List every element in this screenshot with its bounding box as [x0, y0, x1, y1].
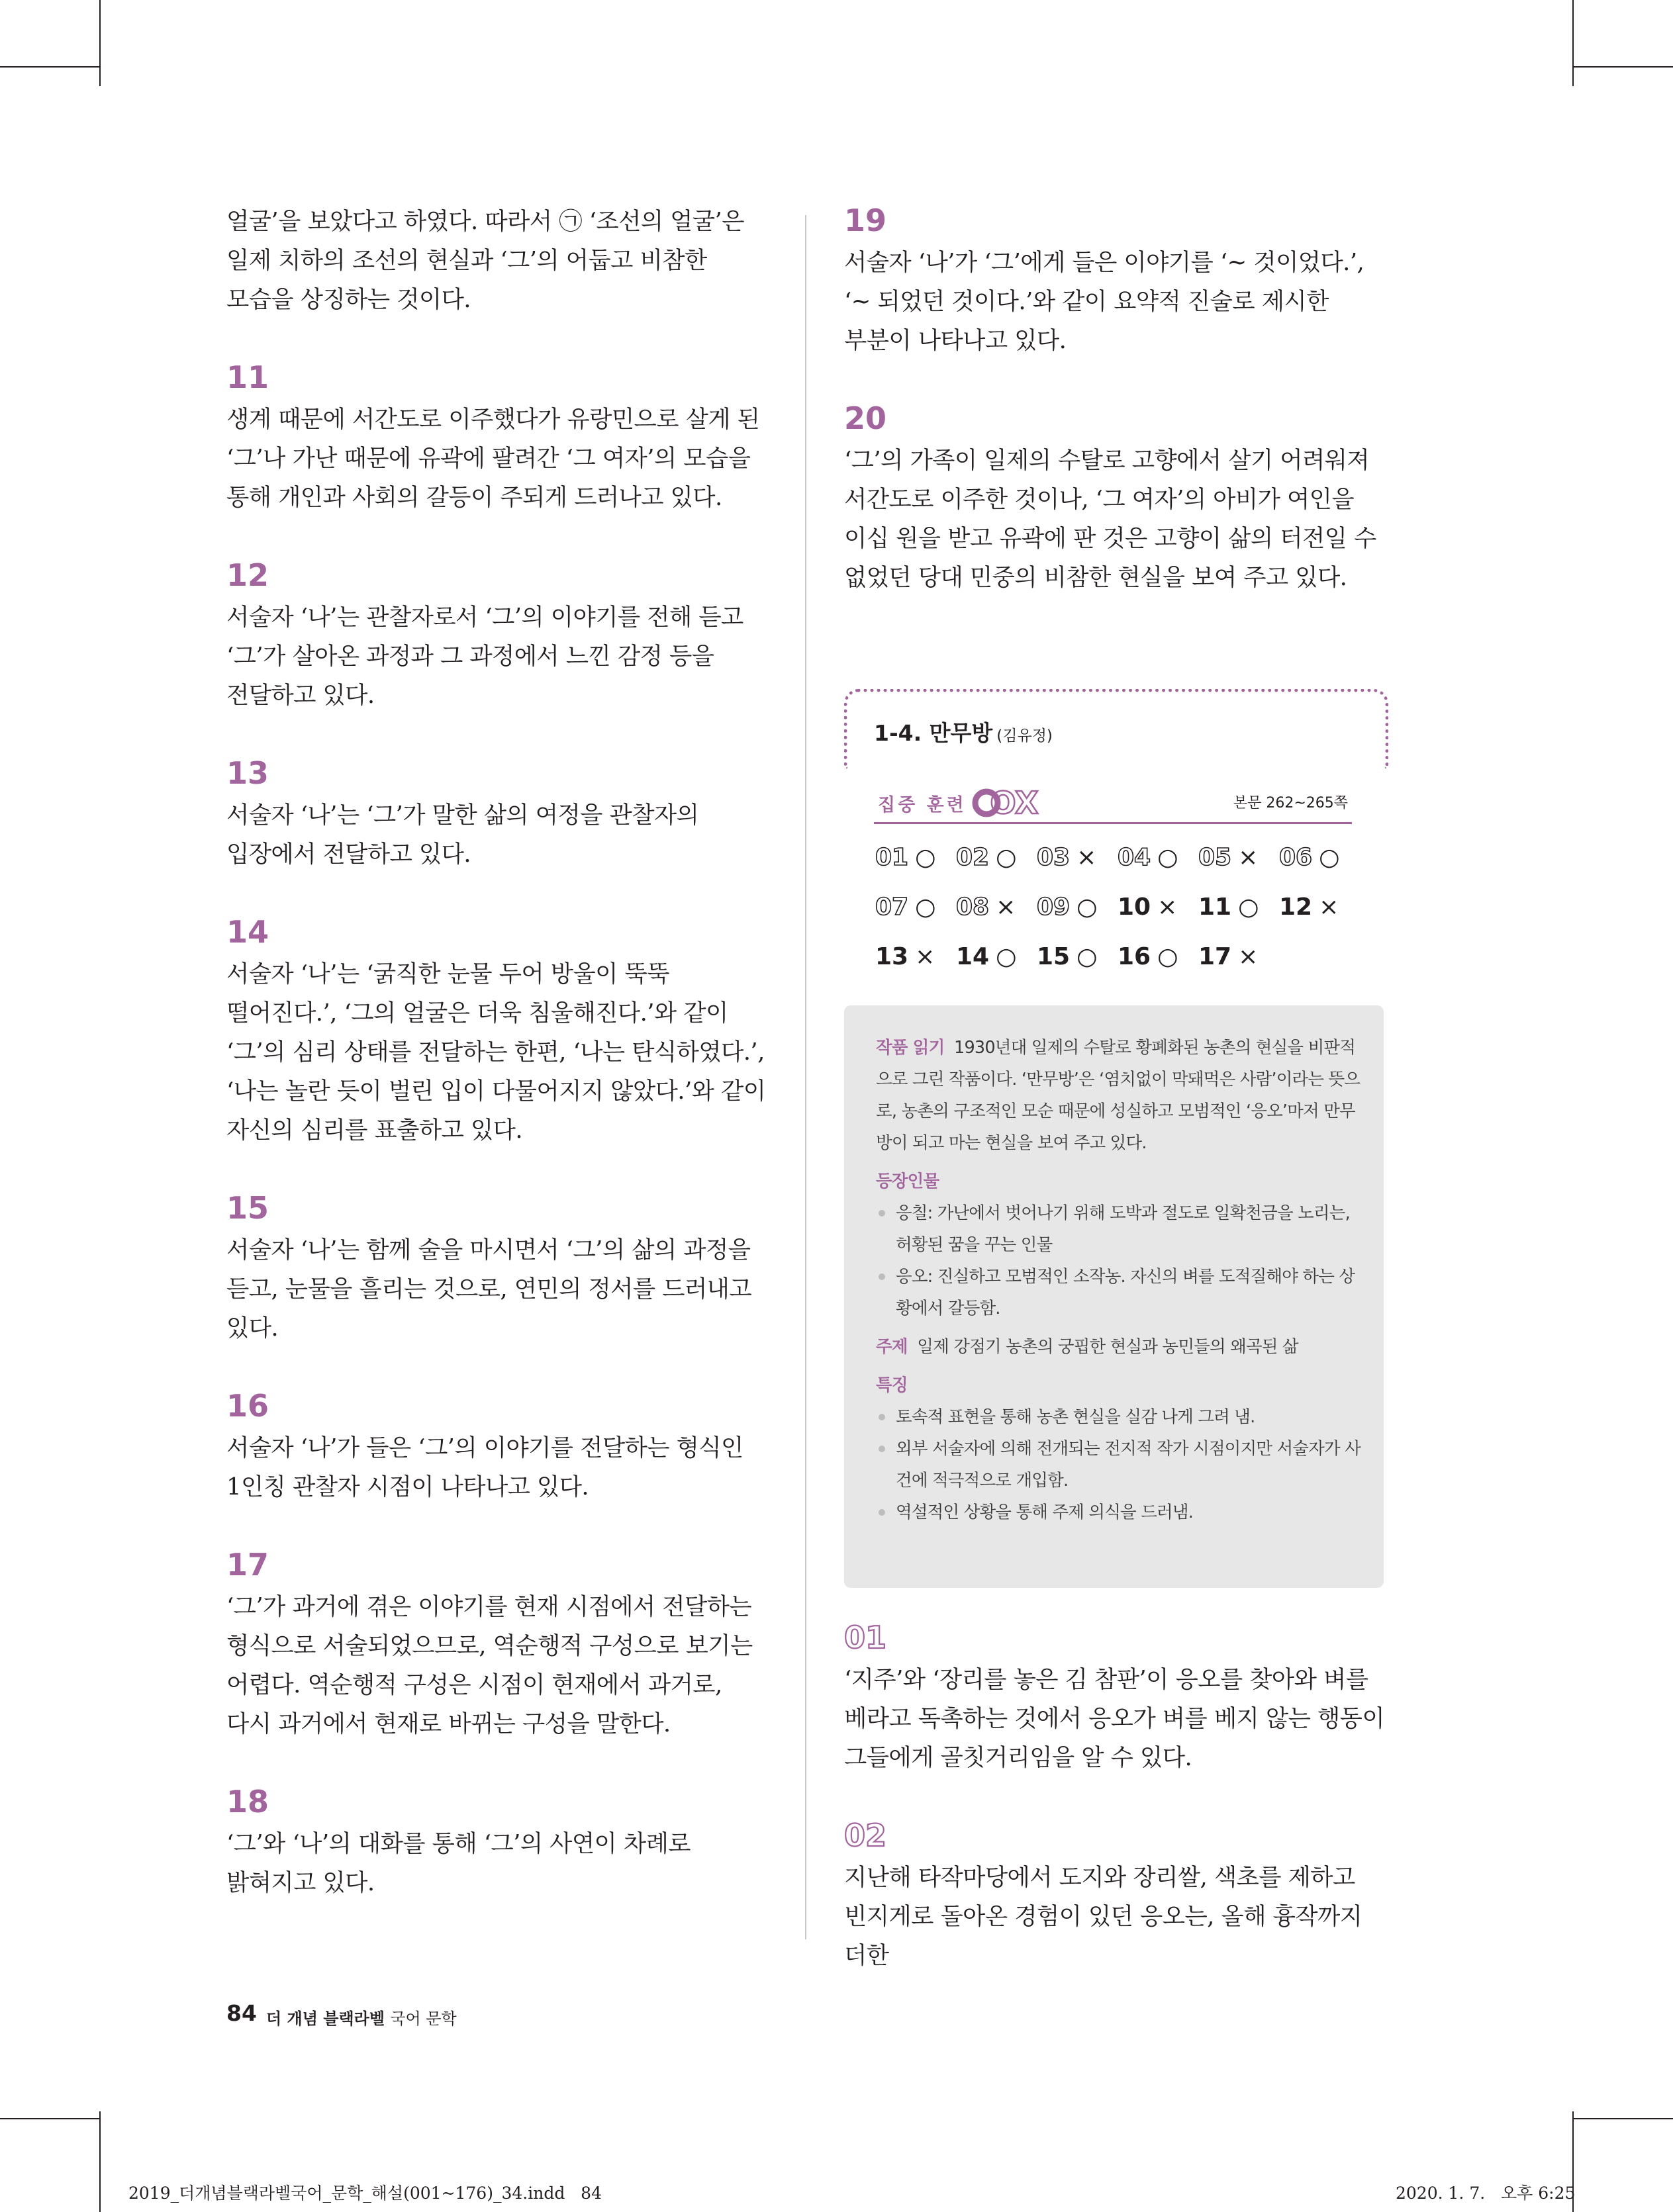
question-number: 17 — [226, 1547, 269, 1583]
drill-label: 집중 훈련 — [878, 795, 967, 815]
answer-mark: ○ — [1238, 894, 1259, 921]
answer-text: ‘지주’와 ‘장리를 놓은 김 참판’이 응오를 찾아와 벼를 베라고 독촉하는 것에서 응오가 벼를 베지 않는 행동이 그들에게 골칫거리임을 알 수 있다. — [844, 1666, 1385, 1771]
drill-underline — [874, 822, 1352, 824]
print-slug-file: 2019_더개념블랙라벨국어_문학_해설(001~176)_34.indd 84 — [128, 2184, 602, 2203]
characters-label: 등장인물 — [876, 1172, 939, 1191]
answer-block — [226, 1189, 769, 1348]
reading-label: 작품 읽기 — [876, 1038, 945, 1058]
answer-item — [1279, 894, 1339, 921]
theme-section — [876, 1331, 1366, 1363]
reading-text: 1930년대 일제의 수탈로 황폐화된 농촌의 현실을 비판적으로 그린 작품이다. ‘만무방’은 ‘염치없이 막돼먹은 사람’이라는 뜻으로, 농촌의 구조적인 모순 때문에 성실하고 모범적인 ‘응오’마저 만무방이 되고 마는 현실을 보여 주고 있다. — [876, 1038, 1361, 1153]
answer-item — [875, 844, 936, 871]
answer-item — [1279, 844, 1340, 871]
answer-mark: ○ — [1157, 844, 1178, 871]
answer-item — [1037, 844, 1096, 871]
answer-number: 07 — [875, 894, 909, 921]
character-item: 응칠: 가난에서 벗어나기 위해 도박과 절도로 일확천금을 노리는, 허황된 꿈을 꾸는 인물 — [876, 1197, 1366, 1261]
question-number: 11 — [226, 359, 269, 395]
answer-mark: × — [1238, 943, 1259, 970]
column-divider — [805, 215, 806, 1939]
answer-text: ‘그’와 ‘나’의 대화를 통해 ‘그’의 사연이 차례로 밝혀지고 있다. — [226, 1830, 691, 1896]
answer-number: 06 — [1279, 844, 1313, 871]
answer-text: 생계 때문에 서간도로 이주했다가 유랑민으로 살게 된 ‘그’나 가난 때문에 유곽에 팔려간 ‘그 여자’의 모습을 통해 개인과 사회의 갈등이 주되게 드러나고 있다. — [226, 406, 760, 511]
answer-item — [956, 844, 1017, 871]
answer-text: 얼굴’을 보았다고 하였다. 따라서 ㉠ ‘조선의 얼굴’은 일제 치하의 조선의 현실과 ‘그’의 어둡고 비참한 모습을 상징하는 것이다. — [226, 208, 744, 313]
answer-text: 지난해 타작마당에서 도지와 장리쌀, 색초를 제하고 빈지게로 돌아온 경험이 있던 응오는, 올해 흉작까지 더한 — [844, 1864, 1362, 1969]
theme-text: 일제 강점기 농촌의 궁핍한 현실과 농민들의 왜곡된 삶 — [917, 1337, 1298, 1357]
answer-row — [875, 894, 1365, 943]
answer-mark: × — [1157, 894, 1178, 921]
answer-text: 서술자 ‘나’는 ‘굵직한 눈물 두어 방울이 뚝뚝 떨어진다.’, ‘그의 얼굴은 더욱 침울해진다.’와 같이 ‘그’의 심리 상태를 전달하는 한편, ‘나는 탄식하였다.’, ‘나는 놀란 듯이 벌린 입이 다물어지지 않았다.’와 같이 자신의 심리를 표출하고 있다. — [226, 960, 766, 1144]
ox-badge-x: OX — [990, 785, 1039, 821]
answer-item — [956, 943, 1017, 970]
answer-text: ‘그’의 가족이 일제의 수탈로 고향에서 살기 어려워져 서간도로 이주한 것이나, ‘그 여자’의 아비가 여인을 이십 원을 받고 유곽에 판 것은 고향이 삶의 터전일 수 없었던 당대 민중의 비참한 현실을 보여 주고 있다. — [844, 447, 1376, 591]
answer-number: 03 — [1037, 844, 1071, 871]
answer-number: 04 — [1118, 844, 1151, 871]
question-number: 18 — [226, 1784, 269, 1820]
feature-item: 역설적인 상황을 통해 주제 의식을 드러냄. — [876, 1497, 1366, 1528]
crop-mark — [1572, 66, 1673, 68]
answer-block — [226, 202, 769, 319]
reading-section — [876, 1032, 1366, 1159]
question-number: 02 — [844, 1818, 887, 1853]
answer-item — [875, 943, 935, 970]
crop-mark — [1572, 0, 1574, 86]
question-number: 01 — [844, 1620, 887, 1655]
answer-number: 01 — [875, 844, 909, 871]
answer-block — [226, 1546, 769, 1743]
answer-number: 11 — [1198, 894, 1232, 921]
question-number: 14 — [226, 914, 269, 950]
answer-mark: × — [1238, 844, 1259, 871]
answer-item — [1198, 894, 1259, 921]
book-title — [266, 2005, 457, 2029]
drill-header — [874, 785, 1352, 821]
character-item: 응오: 진실하고 모범적인 소작농. 자신의 벼를 도적질해야 하는 상황에서 갈등함. — [876, 1261, 1366, 1324]
answer-number: 02 — [956, 844, 990, 871]
answer-mark: ○ — [996, 844, 1017, 871]
answer-text: 서술자 ‘나’는 ‘그’가 말한 삶의 여정을 관찰자의 입장에서 전달하고 있다. — [226, 802, 699, 868]
answer-mark: ○ — [1076, 894, 1098, 921]
answer-block — [226, 359, 769, 517]
answer-text: 서술자 ‘나’는 함께 술을 마시면서 ‘그’의 삶의 과정을 듣고, 눈물을 흘리는 것으로, 연민의 정서를 드러내고 있다. — [226, 1236, 752, 1342]
answer-number: 05 — [1198, 844, 1232, 871]
answer-item — [875, 894, 936, 921]
answer-number: 08 — [956, 894, 990, 921]
answer-block — [226, 913, 769, 1150]
question-number: 13 — [226, 755, 269, 791]
answer-number: 09 — [1037, 894, 1071, 921]
crop-mark — [99, 0, 101, 86]
page-reference: 본문 262~265쪽 — [1233, 795, 1348, 811]
right-column-top — [844, 202, 1387, 637]
answer-block — [226, 755, 769, 874]
answer-item — [1198, 943, 1258, 970]
answer-text: 서술자 ‘나’가 ‘그’에게 들은 이야기를 ‘~ 것이었다.’, ‘~ 되었던 것이다.’와 같이 요약적 진술로 제시한 부분이 나타나고 있다. — [844, 249, 1364, 354]
answer-mark: ○ — [1157, 943, 1178, 970]
answer-number: 10 — [1118, 894, 1151, 921]
answer-block — [844, 400, 1387, 597]
question-number: 15 — [226, 1190, 269, 1226]
answer-row — [875, 943, 1365, 993]
answer-block — [844, 1619, 1387, 1777]
answer-mark: ○ — [915, 894, 936, 921]
crop-mark — [99, 2111, 101, 2212]
feature-item: 토속적 표현을 통해 농촌 현실을 실감 나게 그려 냄. — [876, 1401, 1366, 1433]
summary-box — [844, 1005, 1384, 1588]
print-slug-date: 2020. 1. 7. 오후 6:25 — [1396, 2184, 1576, 2203]
answer-block — [844, 1817, 1387, 1975]
ox-badge-icon — [972, 785, 1039, 822]
answer-mark: × — [1319, 894, 1339, 921]
crop-mark — [1572, 2118, 1673, 2119]
question-number: 19 — [844, 203, 887, 238]
box-title — [874, 716, 1053, 747]
left-column — [226, 202, 769, 1942]
work-title: 1-4. 만무방 — [874, 720, 993, 746]
book-subtitle: 국어 문학 — [390, 2009, 457, 2028]
answer-mark: ○ — [1076, 943, 1098, 970]
crop-mark — [0, 2118, 99, 2119]
answer-number: 14 — [956, 943, 990, 970]
feature-item: 외부 서술자에 의해 전개되는 전지적 작가 시점이지만 서술자가 사건에 적극적으로 개입함. — [876, 1433, 1366, 1497]
answer-mark: ○ — [996, 943, 1017, 970]
answer-item — [1118, 894, 1177, 921]
question-number: 16 — [226, 1388, 269, 1424]
theme-label: 주제 — [876, 1337, 908, 1357]
answer-mark: × — [996, 894, 1016, 921]
work-author: (김유정) — [996, 727, 1053, 745]
answer-number: 15 — [1037, 943, 1071, 970]
answer-text: ‘그’가 과거에 겪은 이야기를 현재 시점에서 전달하는 형식으로 서술되었으므로, 역순행적 구성으로 보기는 어렵다. 역순행적 구성은 시점이 현재에서 과거로, 다시 과거에서 현재로 바뀌는 구성을 말한다. — [226, 1593, 753, 1737]
answer-number: 16 — [1118, 943, 1151, 970]
question-number: 12 — [226, 557, 269, 593]
answer-block — [226, 1387, 769, 1506]
answer-block — [226, 1783, 769, 1902]
answer-number: 17 — [1198, 943, 1232, 970]
answer-number: 13 — [875, 943, 909, 970]
question-number: 20 — [844, 400, 887, 436]
answer-mark: × — [1076, 844, 1097, 871]
right-column-bottom — [844, 1619, 1387, 2015]
answer-number: 12 — [1279, 894, 1313, 921]
answer-row — [875, 844, 1365, 894]
answer-item — [1198, 844, 1258, 871]
answer-mark: ○ — [1319, 844, 1340, 871]
answer-item — [1037, 943, 1098, 970]
features-label: 특징 — [876, 1375, 908, 1395]
answer-item — [956, 894, 1016, 921]
answer-text: 서술자 ‘나’가 들은 ‘그’의 이야기를 전달하는 형식인 1인칭 관찰자 시점이 나타나고 있다. — [226, 1434, 743, 1500]
answer-item — [1118, 943, 1178, 970]
answer-block — [226, 557, 769, 715]
answer-item — [1037, 894, 1098, 921]
answer-item — [1118, 844, 1178, 871]
page-number: 84 — [226, 2000, 257, 2026]
crop-mark — [0, 66, 99, 68]
answer-mark: × — [915, 943, 935, 970]
answer-text: 서술자 ‘나’는 관찰자로서 ‘그’의 이야기를 전해 듣고 ‘그’가 살아온 과정과 그 과정에서 느낀 감정 등을 전달하고 있다. — [226, 604, 743, 709]
answer-block — [844, 202, 1387, 360]
answer-mark: ○ — [915, 844, 936, 871]
book-title-main: 더 개념 블랙라벨 — [266, 2009, 385, 2028]
answer-grid — [875, 844, 1365, 993]
